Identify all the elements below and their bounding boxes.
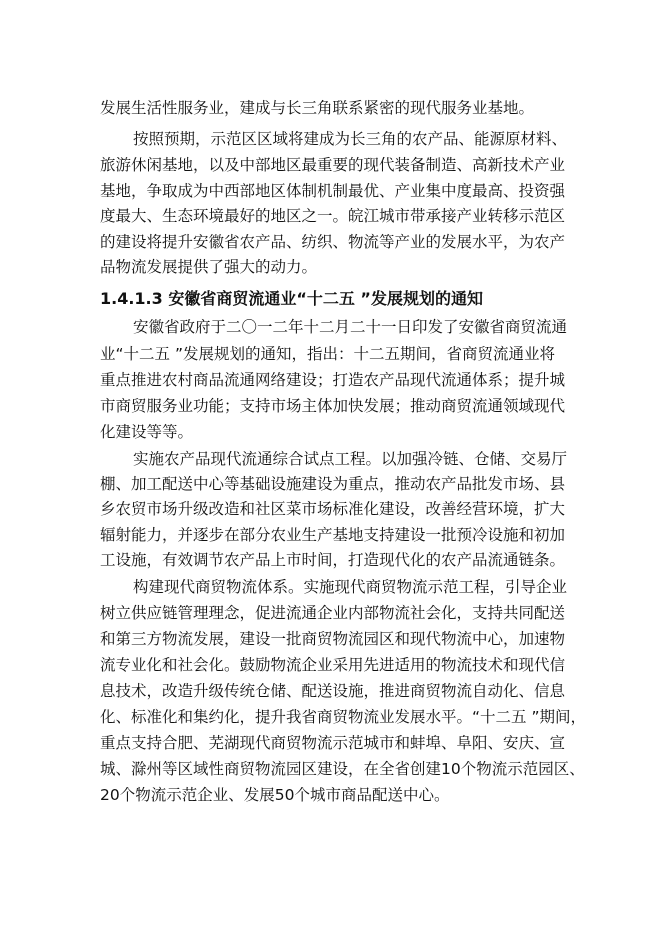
paragraph-line: 市商贸服务业功能；支持市场主体加快发展；推动商贸流通领域现代 [100,397,566,415]
paragraph-line: 的建设将提升安徽省农产品、纺织、物流等产业的发展水平，为农产 [100,233,566,251]
paragraph-line: 和第三方物流发展，建设一批商贸物流园区和现代物流中心，加速物 [100,630,566,648]
paragraph-line: 重点支持合肥、芜湖现代商贸物流示范城市和蚌埠、阜阳、安庆、宣 [100,734,566,752]
paragraph-line: 品物流发展提供了强大的动力。 [100,258,318,276]
paragraph-line: 按照预期，示范区区域将建成为长三角的农产品、能源原材料、 [133,130,568,148]
paragraph-line: 安徽省政府于二〇一二年十二月二十一日印发了安徽省商贸流通 [133,318,568,336]
paragraph-line: 业“十二五 ”发展规划的通知，指出：十二五期间，省商贸流通业将 [100,345,555,363]
paragraph-line: 树立供应链管理理念，促进流通企业内部物流社会化，支持共同配送 [100,604,566,622]
paragraph-line: 20个物流示范企业、发展50个城市商品配送中心。 [100,786,450,804]
paragraph-line: 基地，争取成为中西部地区体制机制最优、产业集中度最高、投资强 [100,182,566,200]
paragraph-line: 辐射能力，并逐步在部分农业生产基地支持建设一批预冷设施和初加 [100,526,566,544]
paragraph-line: 化、标准化和集约化，提升我省商贸物流业发展水平。“十二五 ”期间， [100,708,586,726]
paragraph-line: 旅游休闲基地，以及中部地区最重要的现代装备制造、高新技术产业 [100,156,566,174]
paragraph-line: 流专业化和社会化。鼓励物流企业采用先进适用的物流技术和现代信 [100,656,566,674]
paragraph-line: 棚、加工配送中心等基础设施建设为重点，推动农产品批发市场、县 [100,475,566,493]
paragraph-line: 化建设等等。 [100,423,194,441]
paragraph-line: 实施农产品现代流通综合试点工程。以加强冷链、仓储、交易厅 [133,450,568,468]
paragraph-line: 度最大、生态环境最好的地区之一。皖江城市带承接产业转移示范区 [100,207,566,225]
paragraph-line: 乡农贸市场升级改造和社区菜市场标准化建设，改善经营环境，扩大 [100,500,566,518]
paragraph-line: 发展生活性服务业，建成与长三角联系紧密的现代服务业基地。 [100,99,535,117]
paragraph-line: 工设施，有效调节农产品上市时间，打造现代化的农产品流通链条。 [100,551,566,569]
paragraph-line: 息技术，改造升级传统仓储、配送设施，推进商贸物流自动化、信息 [100,682,566,700]
paragraph-line: 城、滁州等区域性商贸物流园区建设，在全省创建10个物流示范园区、 [100,760,585,778]
paragraph-line: 构建现代商贸物流体系。实施现代商贸物流示范工程，引导企业 [133,578,568,596]
section-heading: 1.4.1.3 安徽省商贸流通业“十二五 ”发展规划的通知 [100,289,483,308]
paragraph-line: 重点推进农村商品流通网络建设；打造农产品现代流通体系；提升城 [100,371,566,389]
